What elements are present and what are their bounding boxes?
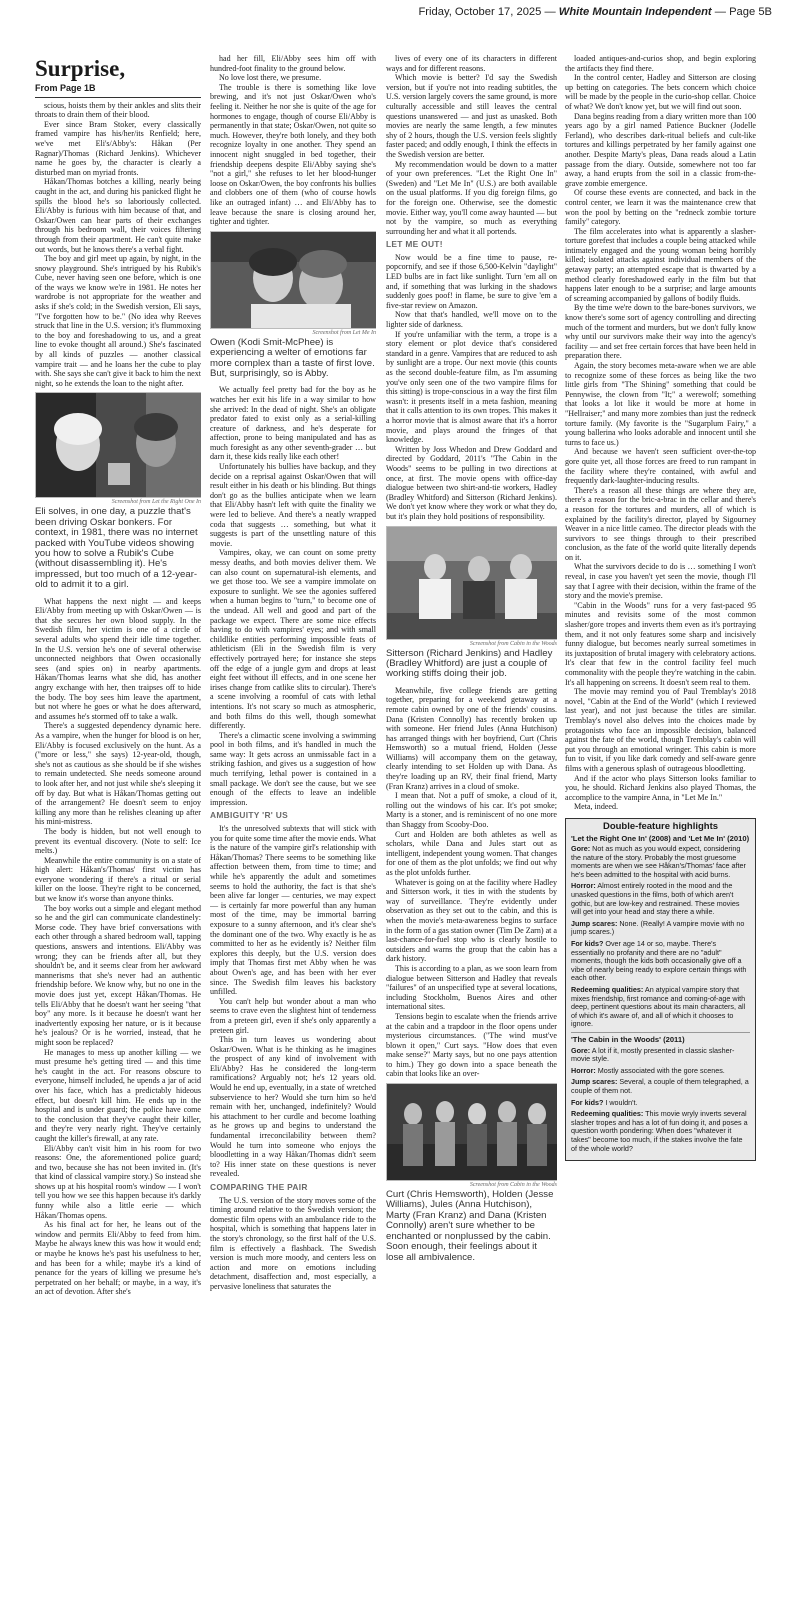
highlight-item bbox=[571, 940, 750, 983]
col2-text-a bbox=[210, 54, 376, 227]
photo2-caption: Owen (Kodi Smit-McPhee) is experiencing a welter of emotions far more complex than a taste of first love. But, surprisingly, so is Abby. bbox=[210, 336, 375, 379]
highlight-label: Redeeming qualities: bbox=[571, 985, 644, 994]
paragraph: By the time we're down to the bare-bones survivors, we know there's some sort of agency controlling and directing much of the torment and murders, but we don't fully know why until our survivors make their way into the agency's facility — and set free certain forces that have been held in preparation there. bbox=[565, 303, 756, 361]
subhead-comparing: COMPARING THE PAIR bbox=[210, 1182, 308, 1192]
highlights-divider bbox=[571, 1032, 750, 1033]
photo-rubiks-image bbox=[36, 393, 201, 497]
highlights-film-1-items bbox=[571, 845, 750, 1029]
highlight-text: Over age 14 or so, maybe. There's essentially no profanity and there are no "adult" moments, though the kids both occasionally give off a vibe of nearly being ready to explore certain things with each other. bbox=[571, 939, 747, 983]
highlight-label: For kids? bbox=[571, 939, 604, 949]
paragraph: Now would be a fine time to pause, re-popcornify, and see if those 6,500-Kelvin "daylight" LED bulbs are in fact like sunlight. Turn 'em all on and, if something that was lurking in the shadows suddenly goes poof! in flame, be sure to give 'em a five-star review on Amazon. bbox=[386, 252, 557, 310]
paragraph: The U.S. version of the story moves some of the timing around relative to the Swedish version; the domestic film opens with an ambulance ride to the hospital, which is something that happens later in the story's chronology, so the first half of the U.S. film is effectively a flashback. The Swedish version is much more moody, and centers less on action and more on emotions including detachment, disaffection and, most especially, a pervasive loneliness that saturates the bbox=[210, 1195, 376, 1291]
photo2-credit: Screenshot from Let Me In bbox=[312, 329, 376, 336]
paragraph: You can't help but wonder about a man who seems to crave even the slightest hint of tenderness from a preteen girl, even if she's only apparently a preteen girl. bbox=[210, 996, 376, 1035]
paragraph: Eli/Abby can't visit him in his room for two reasons: One, the aforementioned police guard; and two, because she has not been invited in. (It's that kind of classical vampire story.) So instead she shows up at his hospital room's window — I won't tell you how we see this happen because it's darkly funny while also a little eerie — which Håkan/Thomas opens. bbox=[35, 1143, 201, 1220]
paragraph: scious, hoists them by their ankles and slits their throats to drain them of their blood. bbox=[35, 100, 201, 120]
paragraph: If you're unfamiliar with the term, a trope is a story element or plot device that's considered standard in a genre. Vampires that are reduced to ash by sunlight are a trope. Our next movie (this counts as the second double-feature film, as I'm assuming you've only seen one of the two vampire films for this sitting) is trope-conscious in a way the first film wasn't: it presents itself in a meta fashion, meaning that it calls attention to its own tropes. This makes it a horror movie that is almost aware that it's a horror movie, and plays around the fringes of that knowledge. bbox=[386, 329, 557, 445]
col2-text-d bbox=[210, 1196, 376, 1292]
paragraph: had her fill, Eli/Abby sees him off with hundred-foot finality to the ground below. bbox=[210, 54, 376, 73]
paragraph: The film accelerates into what is apparently a slasher-torture gorefest that includes a couple being attacked while intimately engaged and the young woman being horribly killed; isolated attacks against individual members of the getaway party; an attempted escape that is thwarted by a method clearly foreshadowed early in the film but that happens later enough to be a surprise; and large amounts of screaming accompanied by gallons of bodily fluids. bbox=[565, 226, 756, 303]
paragraph: There's a climactic scene involving a swimming pool in both films, and it's handled in much the same way: It gets across an unmissable fact in a striking fashion, and gives us a suggestion of how much terrifying, lethal power is contained in a small package. We don't see the cause, but we see enough of the effects to leave an indelible impression. bbox=[210, 730, 376, 807]
highlights-box bbox=[565, 818, 756, 1161]
paragraph: This in turn leaves us wondering about Oskar/Owen. What is he thinking as he imagines the prospect of any kind of involvement with Eli/Abby? Has he considered the long-term ramifications? Arguably not; he's 12 years old. Would he end up, eventually, in a state of wretched subservience to her? Would she turn him so he'd remain with her, unchanged, indefinitely? Would his attachment to her curdle and become loathing as he grows up and begins to understand the fundamental irreconcilability between them? Would he turn into someone who enjoys the bloodletting in a way Håkan/Thomas didn't seem to? His inner state on these questions is never revealed. bbox=[210, 1035, 376, 1179]
highlight-item bbox=[571, 882, 750, 916]
column-4 bbox=[565, 54, 756, 1616]
highlight-text: A lot if it, mostly presented in classic slasher-movie style. bbox=[571, 1045, 735, 1064]
highlight-label: Jump scares: bbox=[571, 918, 618, 928]
paragraph: Vampires, okay, we can count on some pretty messy deaths, and both movies deliver them. We can also count on supernatural-ish elements, and we get those too. We see a vampire immolate on exposure to sunlight. We see the agonies suffered when a human begins to "turn," to become one of the undead. All well and good and part of the package we expect. There are some nice effects having to do with vampires' eyes; and with small childlike entities performing impossible feats of athleticism (Eli in the Swedish film is very effectively portrayed here; for instance she steps off the edge of a jungle gym and drops at least eight feet without ill effects, and in one scene her irises change from catlike slits to circular). There's a scene involving a roomful of cats with lethal intentions. It's not scary so much as atmospheric, and both films do this well, though somewhat differently. bbox=[210, 548, 376, 731]
col3-text-b bbox=[386, 253, 557, 522]
paragraph: As his final act for her, he leans out of the window and permits Eli/Abby to feed from him. Maybe he always knew this was how it would end; or maybe he knows he's past his usefulness to her, and has been for a while; maybe it's a kind of penance for the years of killing we presume he's perpetrated on her behalf; or maybe, in a way, it's an act of devotion. After she's bbox=[35, 1220, 201, 1297]
col2-text-b bbox=[210, 385, 376, 807]
highlight-label: Horror: bbox=[571, 881, 596, 891]
photo1-credit: Screenshot from Let the Right One In bbox=[111, 499, 201, 506]
photo4-credit: Screenshot from Cabin in the Woods bbox=[469, 1182, 557, 1189]
col4-text-a bbox=[565, 54, 756, 812]
highlight-text: None. (Really! A vampire movie with no jump scares.) bbox=[571, 918, 745, 937]
highlights-film-2-items bbox=[571, 1047, 750, 1154]
paragraph: This is according to a plan, as we soon learn from dialogue between Sitterson and Hadley that reveals "failures" of an unspecified type at several locations, including Stockholm, Buenos Aires and other international sites. bbox=[386, 963, 557, 1012]
paragraph: Meanwhile the entire community is on a state of high alert: Håkan's/Thomas' first victim has everyone wondering if there's a ritual or serial killer on the loose. They're right to be concerned, but we know it's worse than anyone thinks. bbox=[35, 855, 201, 904]
photo-owen bbox=[210, 231, 376, 329]
highlight-text: This movie wryly inverts several slasher tropes and has a lot of fun doing it, and poses a question worth pondering: When does "whatever it takes" become too much, if the stakes involve the fate of the whole world? bbox=[571, 1109, 748, 1153]
paragraph: Curt and Holden are both athletes as well as scholars, while Dana and Jules start out as intelligent, independent young women. That changes for one of them as the plot unfolds; we find out why as the plot unfolds further. bbox=[386, 829, 557, 877]
paragraph: There's a suggested dependency dynamic here. As a vampire, when the hunger for blood is on her, Eli/Abby is focused exclusively on the hunt. As a ("more or less," she says) 12-year-old, though, she's not as cautious as she should be if she wishes to remain undetected. She needs someone around to look after her, and not just while she's sleeping it off by day. But what is Håkan/Thomas getting out of the arrangement? He doesn't seem to enjoy killing any more than he relishes cleaning up after his mini-mistress. bbox=[35, 721, 201, 827]
paragraph: In the control center, Hadley and Sitterson are closing up betting on categories. The bets concern which choice will be made by the people in the curio-shop cellar. Choice of what? We don't know yet, but we will find out soon. bbox=[565, 73, 756, 111]
highlight-item bbox=[571, 1047, 750, 1064]
paragraph: Whatever is going on at the facility where Hadley and Sitterson work, it ties in with the students by way of surveillance. They're evidently under observation as they set out to the cabin, and this is when the movie's meta-awareness begins to surface in the form of a gas station owner (Tim De Zarn) at a last-chance-for-fuel stop who is clearly hostile to outsiders and warns the group that the cabin has a dark history. bbox=[386, 877, 557, 964]
highlight-text: Almost entirely rooted in the mood and the unasked questions in the films, both of which aren't gothic, but are low-key and restrained. These movies will get into your head and stay there a while. bbox=[571, 881, 740, 917]
paragraph: What happens the next night — and keeps Eli/Abby from meeting up with Oskar/Owen — is that she secures her own blood supply. In the Swedish film, her victim is one of a circle of several adults who spend their idle time together. In the U.S. version he's one of several otherwise unconnected neighbors that Owen occasionally sees (and spies on) in nearby apartments. Håkan/Thomas learns what she did, has another angry exchange with her, then traipses off to hide the body. The boy sees him leave the apartment, but not where he goes or what he does afterward, and assumes he's stormed off to take a walk. bbox=[35, 596, 201, 721]
paragraph: The boy works out a simple and elegant method so he and the girl can communicate clandestinely: Morse code. They have brief conversations with each other through a shared bedroom wall, tapping questions, answers and intentions. Eli/Abby was wrong; they can be friends after all, but they shouldn't be, and it seems clear from her awkward mannerisms that she's never had an authentic friendship before. We know why, but no one in the movie does just yet, except Håkan/Thomas. He tells Eli/Abby that he doesn't want her seeing "that boy" any more. Is it because he doesn't want her inadvertently exposing her nature, or is it because he's jealous? Or is he worried, instead, that he might soon be replaced? bbox=[35, 903, 201, 1047]
photo-control-room-image bbox=[387, 527, 557, 639]
paragraph: "Cabin in the Woods" runs for a very fast-paced 95 minutes and revisits some of the most common slasher/gore tropes and inverts them even as it's portraying them, and it not only features some sharp and incisively funny dialogue, but becomes nearly surreal sometimes in its juxtaposition of brutal imagery with celebratory actions. It's clear that few in the control facility feel much commonality with the people they're watching in the cabin. It's all happening on screens. It doesn't seem real to them. bbox=[565, 600, 756, 687]
highlight-text: I wouldn't. bbox=[603, 1097, 638, 1107]
column-2 bbox=[210, 54, 376, 1616]
highlight-label: For kids? bbox=[571, 1097, 604, 1107]
paragraph: Ever since Bram Stoker, every classically framed vampire has his/her/its Renfield; here, we've met Eli's/Abby's: Håkan (Per Ragnar)/Thomas (Richard Jenkins). Whichever name he goes by, the character is clearly a disturbed man on myriad fronts. bbox=[35, 119, 201, 177]
paragraph: Which movie is better? I'd say the Swedish version, but if you're not into reading subtitles, the U.S. version largely covers the same ground, is more culturally accessible and still leaves the central questions unanswered — and just as unasked. Both movies are nearly the same length, a few minutes shy of 2 hours, though the U.S. version feels slightly faster paced; and oddly enough, I think the effects in the Swedish version are better. bbox=[386, 73, 557, 159]
col1-text-b bbox=[35, 597, 201, 1297]
paragraph: The boy and girl meet up again, by night, in the snowy playground. She's intrigued by his Rubik's Cube, never having seen one before, which is one of the ways we know we're in 1981. He notes her wardrobe is not appropriate for the weather and asks if she's cold; in the Swedish version, Eli says, "I've forgotten how to be." (No idea why Reeves struck that line in the U.S. version; it's flummoxing to the boy and foreshadowing to us, and a great line to evoke thought all around.) She's fascinated by all kinds of puzzles — another classical vampire trait — and he loans her the cube to play with. She says she can't give it back to him the next night, so he extends the loan to the night after. bbox=[35, 254, 201, 388]
photo-owen-image bbox=[211, 232, 376, 328]
paragraph: The trouble is there is something like love brewing, and it's not just Oskar/Owen who's feeling it. Neither he nor she is quite of the age for hormones to engage, though of course Eli/Abby is permanently in that state; Oskar/Owen, not quite so much. However, they're both lonely, and they both recognize loyalty in one another. They spend an innocent night snuggled in bed together, their friendship deepens despite Eli/Abby saying she's "not a girl," she refuses to let her blood-hunger loose on Oskar/Owen, the boy confronts his bullies and clobbers one of them (who of course howls like an outraged infant) … and Eli/Abby has to leave because the snare is closing around her, tighter and tighter. bbox=[210, 82, 376, 227]
paragraph: No love lost there, we presume. bbox=[219, 73, 322, 83]
highlight-text: Several, a couple of them telegraphed, a couple of them not. bbox=[571, 1077, 749, 1095]
photo-five-friends-image bbox=[387, 1084, 557, 1180]
highlights-film-1: 'Let the Right One In' (2008) and 'Let Me In' (2010) bbox=[571, 833, 750, 843]
highlight-label: Horror: bbox=[571, 1065, 596, 1075]
highlights-film-2: 'The Cabin in the Woods' (2011) bbox=[571, 1034, 685, 1044]
paragraph: I mean that. Not a puff of smoke, a cloud of it, rolling out the windows of his car. It's pot smoke; Marty is a stoner, and is reminiscent of no one more than Shaggy from Scooby-Doo. bbox=[386, 791, 557, 830]
paragraph: And because we haven't seen sufficient over-the-top gore quite yet, all those forces are freed to run rampant in the facility where they're contained, with awful and frequently dark-laughter-inducing results. bbox=[565, 447, 756, 486]
paragraph: He manages to mess up another killing — we must presume he's getting tired — and this time he's caught in the act. For reasons obscure to everyone, himself included, he upends a jar of acid over his face, which has a predictably hideous effect, but doesn't kill him. He ends up in the hospital and is under guard; the police have come to the conclusion that they've caught their killer, and they're very nearly right. They've certainly caught the killer's firewall, at any rate. bbox=[35, 1047, 201, 1143]
paragraph: lives of every one of its characters in different ways and for different reasons. bbox=[386, 54, 557, 73]
paragraph: Meta, indeed. bbox=[574, 802, 619, 812]
paragraph: It's the unresolved subtexts that will stick with you for quite some time after the movie ends. What is the nature of the vampire girl's relationship with Håkan/Thomas? There seems to be something like affection between them, from time to time; and while he's apparently the adult and sometimes seems to hold the authority, the fact is that she's been alive far longer — centuries, we may expect — is certainly far more powerful than any human most of the time, may be immortal barring exposure to a sunny afternoon, and it's clear she's the dominant one of the two. Why exactly is he as committed to her as he evidently is? Neither film explores this deeply, but the U.S. version does imply that Thomas first met Abby when he was about Owen's age, and has been with her ever since. The Swedish film leaves his backstory unfilled. bbox=[210, 824, 376, 997]
paragraph: There's a reason all these things are where they are, there's a reason for the bric-a-brac in the cellar and there's a reason for the tortures and murders, all of which is explained by the facility's director, played by Sigourney Weaver in a nice little cameo. The director pleads with the survivors to see things through to their prescribed conclusion, as the fate of the world quite literally depends on it. bbox=[565, 485, 756, 562]
highlight-text: Not as much as you would expect, considering the nature of the story. Probably the most gruesome moments are when we see Håkan's/Thomas' face after he's been admitted to the hospital with acid burns. bbox=[571, 844, 746, 879]
column-1 bbox=[35, 56, 201, 1618]
paragraph: Now that that's handled, we'll move on to the lighter side of darkness. bbox=[386, 310, 557, 330]
paragraph: Meanwhile, five college friends are getting together, preparing for a weekend getaway at a remote cabin owned by one of the friends' cousins. Dana (Kristen Connolly) has recently broken up with someone. Her friend Jules (Anna Hutchison) has arranged things with her boyfriend, Curt (Chris Hemsworth) so a mutual friend, Holden (Jesse Williams) will accompany them on the getaway, clearly intending to set Holden up with Dana. As they're loading up an RV, their final friend, Marty (Fran Kranz) arrives in a cloud of smoke. bbox=[386, 685, 557, 791]
paragraph: And if the actor who plays Sitterson looks familiar to you, he should. Richard Jenkins also played Thomas, the accomplice to the vampire Anna, in "Let Me In." bbox=[565, 773, 756, 802]
paragraph: My recommendation would be down to a matter of your own preferences. "Let the Right One In" (Sweden) and "Let Me In" (U.S.) are both available on the usual platforms. If you dig foreign films, go for the foreign one. Otherwise, see the domestic movie. Either way, you'll come away haunted — but not by the vampire, so much as everything surrounding her and what it all portends. bbox=[386, 159, 557, 236]
subhead-ambiguity: AMBIGUITY 'R' US bbox=[210, 810, 288, 821]
paragraph: We actually feel pretty bad for the boy as he watches her exit his life in a way similar to how she arrived: In the dead of night. She's an obligate predator fated to exist only as a serial-killing creature of darkness, and he's desperate for affection, prone to being manipulated and has as much foresight as any other seventh-grader … but darn it, these kids really like each other! bbox=[210, 385, 376, 462]
col1-text-a bbox=[35, 101, 201, 389]
paragraph: Håkan/Thomas botches a killing, nearly being caught in the act, and during his panicked flight he spills the blood he's so laboriously collected. Eli/Abby is furious with him because of that, and Oskar/Owen can hear parts of their exchanges through his bedroom wall, their voices filtering through from their apartment. He can't quite make out words, but he knows there's a verbal fight. bbox=[35, 177, 201, 254]
column-3 bbox=[386, 54, 557, 1616]
highlight-text: An atypical vampire story that mixes friendship, first romance and coming-of-age with deep, pertinent questions about its main characters, all of which it's aware of, and all of which it chooses to ignore. bbox=[571, 985, 746, 1029]
jump-line: From Page 1B bbox=[35, 84, 201, 98]
paragraph: Again, the story becomes meta-aware when we are able to recognize some of these forces as being like the two little girls from "The Shining" something that could be Pennywise, the clown from "It;" a werewolf; something that looks a lot like it would be more at home in "Hellraiser;" and many more zombies than just the redneck torture family. (My favorite is the "Sugarplum Fairy," a young ballerina who looks adorable and innocent until she turns to face us.) bbox=[565, 361, 756, 447]
paragraph: Dana begins reading from a diary written more than 100 years ago by a girl named Patience Buckner (Jodelle Ferland), who describes dark-ritual beliefs and cult-like tortures and killings perpetrated by her family against one another. Despite Marty's pleas, Dana reads aloud a Latin passage from the diary. Outside, somewhere not too far away, a hand erupts from the soil in a classic from-the-grave zombie emergence. bbox=[565, 111, 756, 188]
subhead-let-me-out: LET ME OUT! bbox=[386, 239, 443, 250]
highlight-text: Mostly associated with the gore scenes. bbox=[595, 1065, 725, 1075]
page-folio bbox=[418, 6, 772, 18]
highlight-label: Jump scares: bbox=[571, 1077, 618, 1087]
highlight-item bbox=[571, 1110, 750, 1153]
folio-page: — Page 5B bbox=[714, 6, 772, 18]
highlight-label: Gore: bbox=[571, 1045, 591, 1055]
photo1-caption: Eli solves, in one day, a puzzle that's been driving Oskar bonkers. For context, in 1981, there was no internet packed with YouTube videos showing you how to solve a Rubik's Cube (without disassembling it). He's impressed, but too much of a 12-year-old to admit it to a girl. bbox=[35, 506, 198, 591]
highlight-item bbox=[571, 1078, 750, 1095]
folio-date: Friday, October 17, 2025 — bbox=[418, 6, 556, 18]
photo4-caption: Curt (Chris Hemsworth), Holden (Jesse Williams), Jules (Anna Hutchison), Marty (Fran Kranz) and Dana (Kristen Connolly) aren't sure whether to be enchanted or nonplussed by the cabin. Soon enough, their feelings about it lose all ambivalence. bbox=[386, 1189, 554, 1263]
jump-headline: Surprise, bbox=[35, 56, 126, 81]
paragraph: loaded antiques-and-curios shop, and begin exploring the artifacts they find there. bbox=[565, 54, 756, 73]
col3-text-c bbox=[386, 686, 557, 1079]
photo3-credit: Screenshot from Cabin in the Woods bbox=[469, 640, 557, 647]
highlight-item bbox=[571, 1067, 750, 1076]
paragraph: The movie may remind you of Paul Tremblay's 2018 novel, "Cabin at the End of the World" (which I reviewed last year), and not just because the titles are similar. Tremblay's novel also delves into the choices made by protagonists who face an impossible decision, balanced against the fate of the world, though Tremblay's cabin will put you through an emotional wringer. This cabin is more fun to visit, if you like dark comedy and self-aware genre films with a generous splash of outrageous bloodletting. bbox=[565, 687, 756, 773]
paragraph: The body is hidden, but not well enough to prevent its eventual discovery. (Note to self: Ice melts.) bbox=[35, 826, 201, 856]
highlight-item bbox=[571, 845, 750, 879]
photo3-caption: Sitterson (Richard Jenkins) and Hadley (Bradley Whitford) are just a couple of working stiffs doing their job. bbox=[386, 647, 553, 680]
photo-control-room bbox=[386, 526, 557, 640]
photo-rubiks-cube bbox=[35, 392, 201, 498]
folio-publication: White Mountain Independent bbox=[558, 6, 712, 18]
paragraph: Tensions begin to escalate when the friends arrive at the cabin and a trapdoor in the floor opens under mysterious circumstances. ("The wind must've blown it open," Curt says. "How does that even make sense?" Marty says, but no one pays attention to him.) They go down into a space beneath the cabin that looks like an over- bbox=[386, 1011, 557, 1079]
highlight-item bbox=[571, 920, 750, 937]
col2-text-c bbox=[210, 824, 376, 1179]
paragraph: Written by Joss Whedon and Drew Goddard and directed by Goddard, 2011's "The Cabin in the Woods" seems to be pulling in two directions at once, at first. The movie opens with office-day dialogue between two shirt-and-tie workers, Hadley (Bradley Whitford) and Sitterson (Richard Jenkins). We don't yet know where they work or what they do, but it's plain they hold positions of responsibility. bbox=[386, 444, 557, 521]
col3-text-a bbox=[386, 54, 557, 236]
paragraph: Unfortunately his bullies have backup, and they decide on a reprisal against Oskar/Owen that will result either in his death or his blinding. But things don't go as the bullies anticipate when we learn that Eli/Abby hasn't left with quite the finality we were led to believe. And there's a neatly wrapped coda that suggests … something, but what it suggests is part of the unsettling nature of this movie. bbox=[210, 462, 376, 548]
highlight-item bbox=[571, 1099, 750, 1108]
highlight-item bbox=[571, 986, 750, 1029]
highlight-label: Redeeming qualities: bbox=[571, 1109, 644, 1119]
photo-five-friends bbox=[386, 1083, 557, 1181]
highlight-label: Gore: bbox=[571, 844, 591, 854]
paragraph: Of course these events are connected, and back in the control center, we learn it was the maintenance crew that won the pool by betting on the "redneck zombie torture family" category. bbox=[565, 188, 756, 227]
paragraph: What the survivors decide to do is … something I won't reveal, in case you haven't yet seen the movie, though I'll say that I agree with their decision, within the frame of the story and the movie's premise. bbox=[565, 562, 756, 601]
highlights-title: Double-feature highlights bbox=[602, 820, 719, 832]
